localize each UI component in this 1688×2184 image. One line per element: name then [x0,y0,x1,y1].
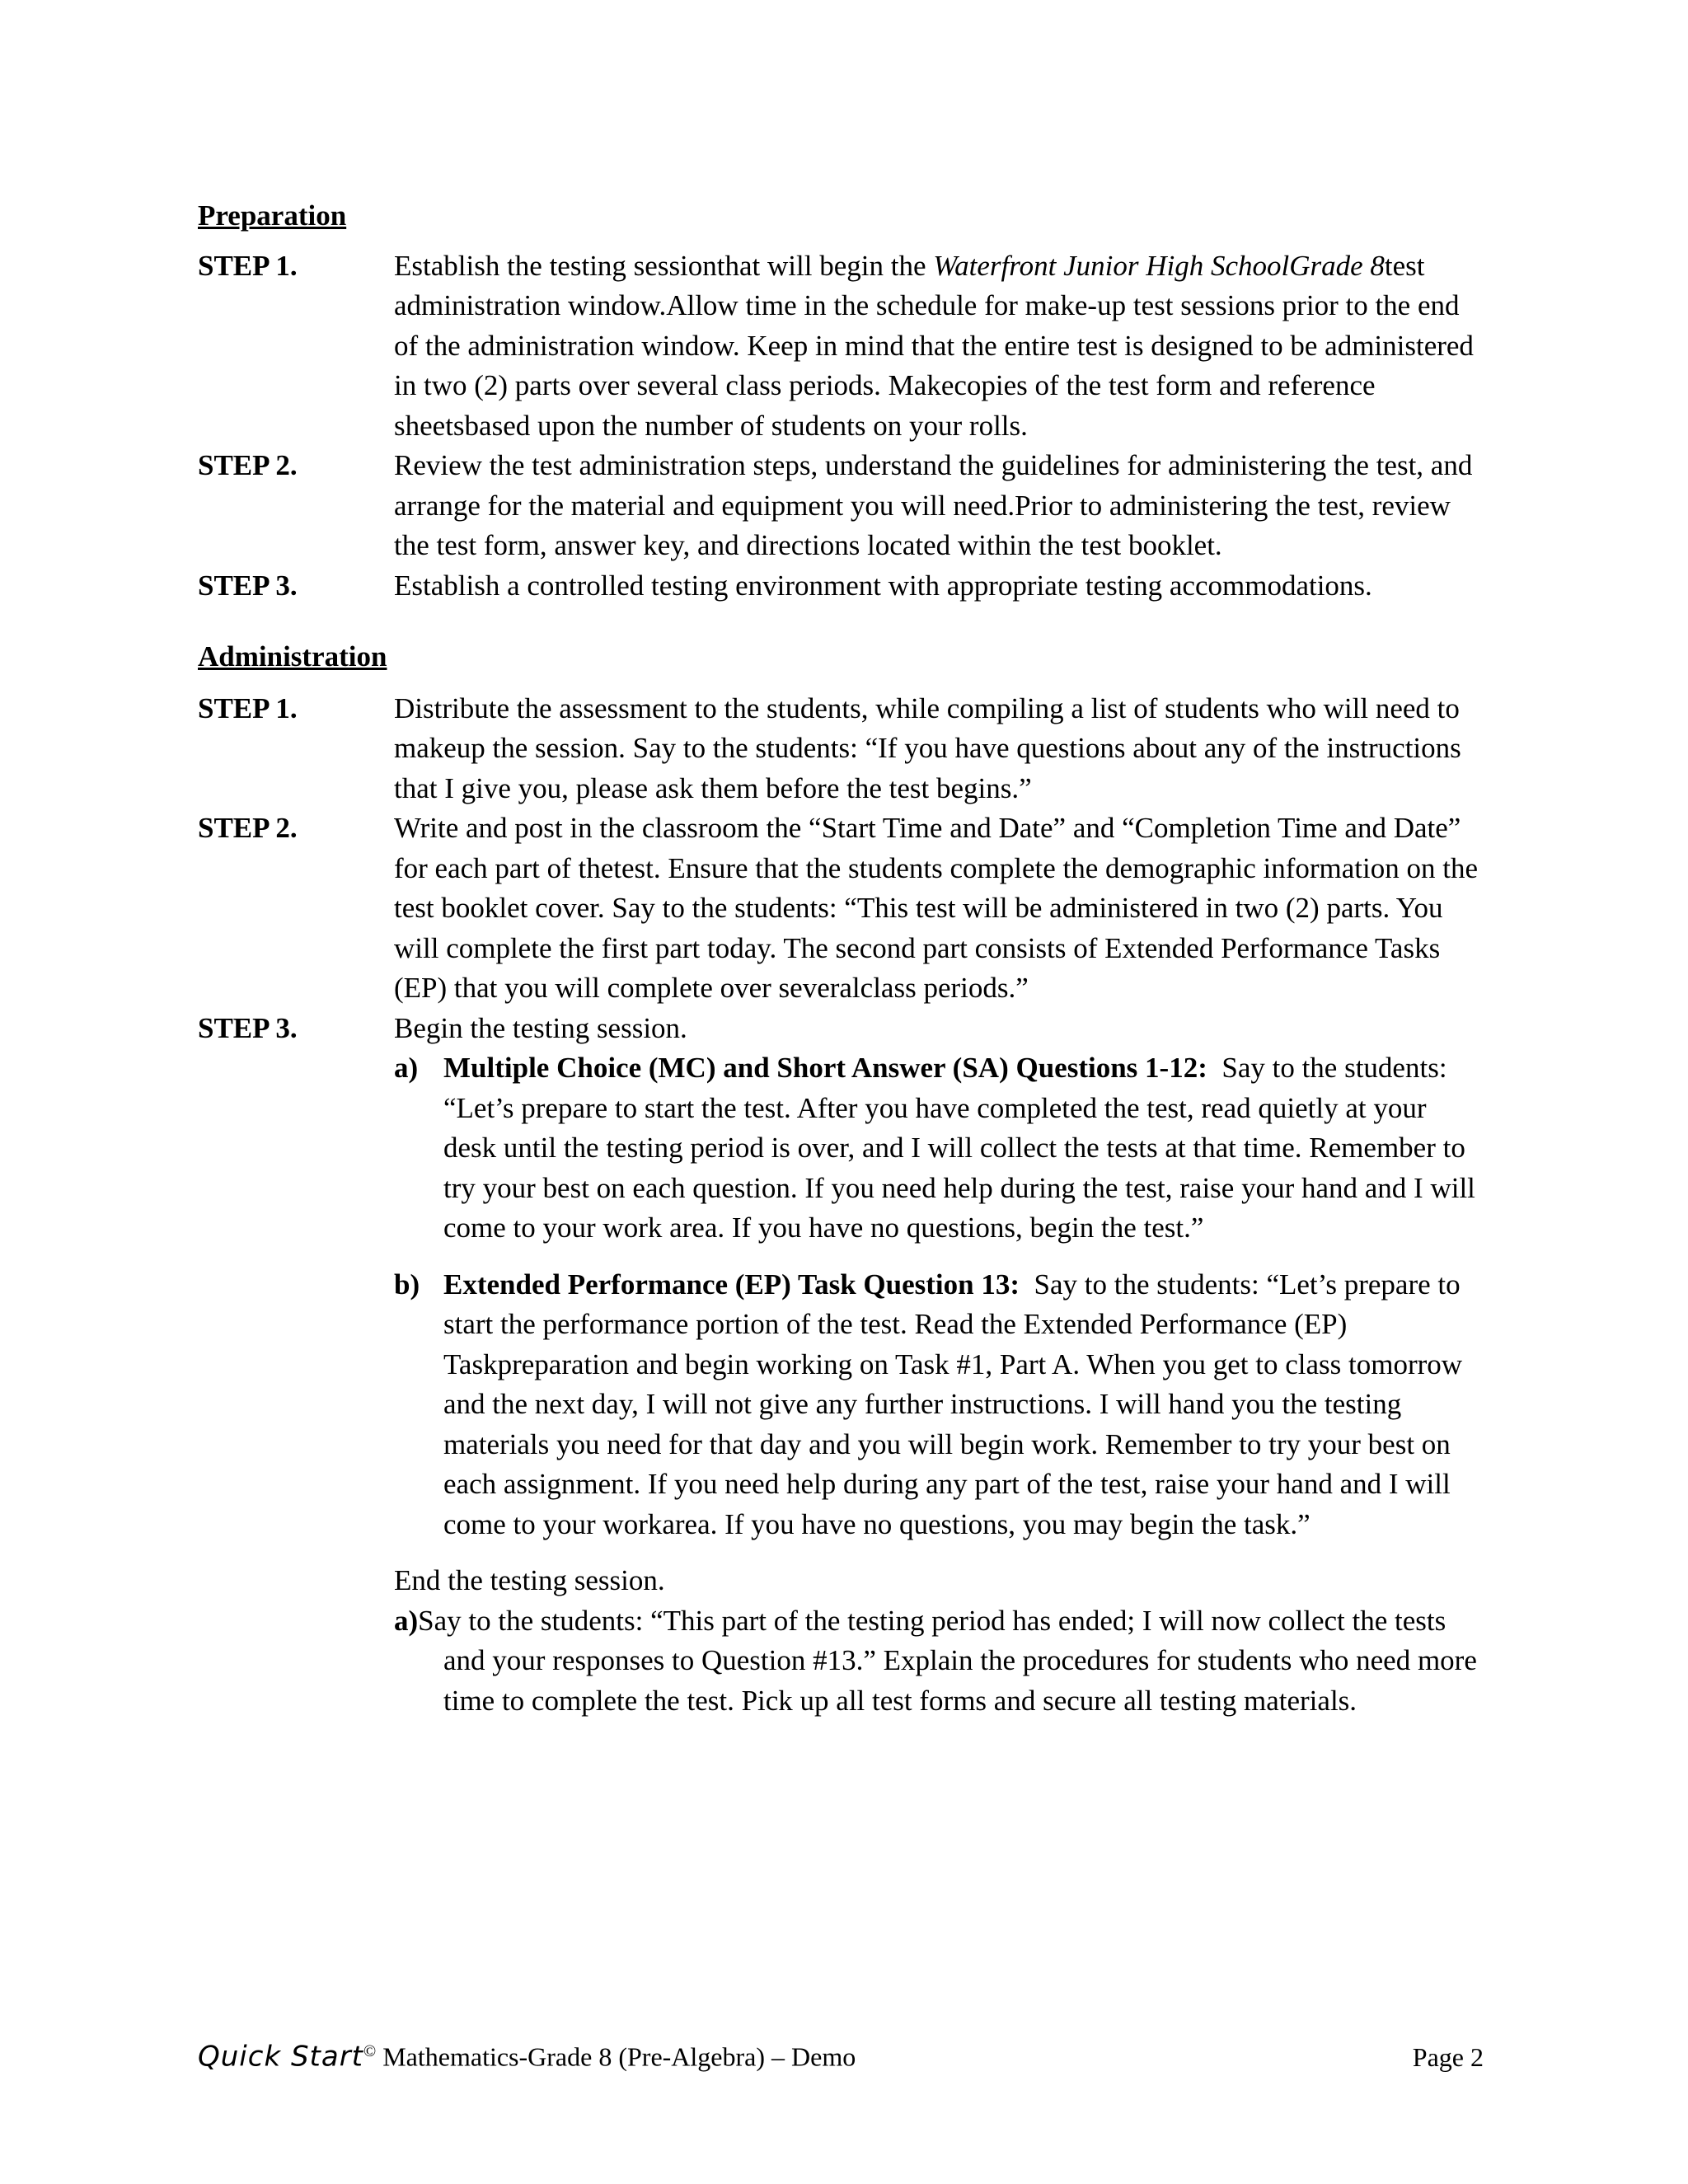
footer-left [198,2032,856,2077]
sub-label: a) [394,1052,419,1084]
preparation-heading: Preparation [198,199,347,232]
step-label: STEP 3. [198,569,298,602]
sub-item-a [394,1048,1484,1249]
end-session-item-a [394,1601,1484,1722]
preparation-step-3 [198,566,1484,607]
administration-heading: Administration [198,640,387,673]
step-text: Begin the testing session. [394,1011,687,1044]
step-text: Write and post in the classroom the “Start Time and Date” and “Completion Time and Date” for each part of thetest. Ensure that the students complete the demographic information on the test booklet cover. Say to the students: “This test will be administered in two (2) parts. You will complete the first part today. The second part consists of Extended Performance Tasks (EP) that you will complete over severalclass periods.” [394,812,1478,1004]
end-session-block [394,1561,1484,1721]
preparation-steps [198,246,1484,607]
step-label: STEP 1. [198,691,298,724]
step-text-part: Establish the testing sessionthat will begin the [394,249,934,282]
administration-step-1 [198,689,1484,809]
administration-step-2 [198,808,1484,1009]
end-session-instructions: Say to the students: “This part of the testing period has ended; I will now collect the tests and your responses to Question #13.” Explain the procedures for students who need more time to complete the test. Pick up all test forms and secure all testing materials. [418,1604,1477,1717]
administration-steps [198,689,1484,1545]
sub-item-b [394,1265,1484,1545]
step-text-part: test administration window.Allow time in the schedule for make-up test sessions prior to the end of the administration window. Keep in mind that the entire test is designed to be administered in two (2) parts over several class periods. Makecopies of the test form and reference sheetsbased upon the number of students on your rolls. [394,249,1474,442]
school-name-italic: Waterfront Junior High SchoolGrade 8 [933,249,1385,282]
page-footer [198,2032,1484,2077]
sub-label: b) [394,1268,420,1301]
preparation-step-2 [198,446,1484,566]
step-text: Review the test administration steps, understand the guidelines for administering the test, and arrange for the material and equipment you will need.Prior to administering the test, review the test form, answer key, and directions located within the test booklet. [394,449,1473,561]
preparation-step-1 [198,246,1484,447]
footer-title: Mathematics-Grade 8 (Pre-Algebra) – Demo [376,2041,856,2072]
sub-text [443,1265,1484,1545]
step-text [394,246,1484,447]
sub-instructions: Say to the students: “Let’s prepare to start the performance portion of the test. Read the Extended Performance (EP) Taskpreparation and begin working on Task #1, Part A. When you get to class tomorrow and the next day, I will not give any further instructions. I will hand you the testing materials you need for that day and you will begin work. Remember to try your best on each assignment. If you need help during any part of the test, raise your hand and I will come to your workarea. If you have no questions, you may begin the task.” [443,1268,1463,1540]
step-body [394,1009,1484,1545]
sub-instructions: Say to the students: “Let’s prepare to start the test. After you have completed the test, read quietly at your desk until the testing period is over, and I will collect the tests at that time. Remember to try your best on each question. If you need help during the test, raise your hand and I will come to your work area. If you have no questions, begin the test.” [443,1052,1475,1244]
administration-step-3 [198,1009,1484,1545]
sub-label: a) [394,1604,419,1637]
step-text: Distribute the assessment to the students, while compiling a list of students who will need to makeup the session. Say to the students: “If you have questions about any of the instructions that I give you, please ask them before the test begins.” [394,691,1461,804]
step-label: STEP 2. [198,812,298,844]
document-body [198,196,1484,1721]
step-text: Establish a controlled testing environment with appropriate testing accommodations. [394,569,1372,602]
brand-logo-text: Quick Start [198,2040,364,2074]
page-number: Page 2 [1412,2041,1484,2072]
step-label: STEP 3. [198,1011,298,1044]
step-label: STEP 1. [198,249,298,282]
copyright-mark: © [363,2042,377,2060]
end-session-title: End the testing session. [394,1564,665,1596]
step-label: STEP 2. [198,449,298,481]
sub-title: Multiple Choice (MC) and Short Answer (SA) Questions 1-12: [443,1052,1207,1084]
sub-title: Extended Performance (EP) Task Question 13: [443,1268,1020,1301]
sub-text [443,1048,1484,1249]
